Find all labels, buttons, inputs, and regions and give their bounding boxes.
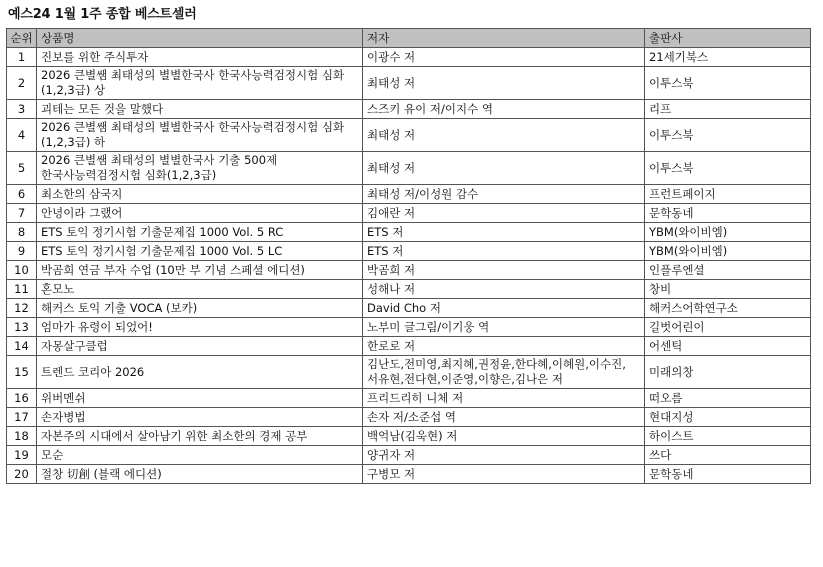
publisher-cell: YBM(와이비엠)	[645, 223, 811, 242]
rank-cell: 7	[7, 204, 37, 223]
publisher-cell: 해커스어학연구소	[645, 299, 811, 318]
title-cell: ETS 토익 정기시험 기출문제집 1000 Vol. 5 LC	[37, 242, 363, 261]
author-cell: 이광수 저	[363, 48, 645, 67]
publisher-cell: 21세기북스	[645, 48, 811, 67]
rank-cell: 8	[7, 223, 37, 242]
rank-cell: 5	[7, 152, 37, 185]
table-row	[7, 152, 811, 185]
author-cell: 양귀자 저	[363, 446, 645, 465]
rank-cell: 11	[7, 280, 37, 299]
author-cell: 성해나 저	[363, 280, 645, 299]
table-row	[7, 427, 811, 446]
author-cell: 스즈키 유이 저/이지수 역	[363, 100, 645, 119]
header-row	[7, 29, 811, 48]
table-row	[7, 48, 811, 67]
publisher-cell: 이투스북	[645, 67, 811, 100]
author-cell: 최태성 저	[363, 152, 645, 185]
table-row	[7, 389, 811, 408]
rank-cell: 15	[7, 356, 37, 389]
column-header-author: 저자	[363, 29, 645, 48]
table-row	[7, 261, 811, 280]
author-cell: 구병모 저	[363, 465, 645, 484]
publisher-cell: 어센틱	[645, 337, 811, 356]
title-cell: 해커스 토익 기출 VOCA (보카)	[37, 299, 363, 318]
publisher-cell: 프런트페이지	[645, 185, 811, 204]
title-cell: 자몽살구클럽	[37, 337, 363, 356]
title-cell: 엄마가 유령이 되었어!	[37, 318, 363, 337]
publisher-cell: 길벗어린이	[645, 318, 811, 337]
table-row	[7, 185, 811, 204]
table-row	[7, 100, 811, 119]
publisher-cell: 이투스북	[645, 119, 811, 152]
table-row	[7, 242, 811, 261]
publisher-cell: 이투스북	[645, 152, 811, 185]
rank-cell: 12	[7, 299, 37, 318]
author-cell: 김난도,전미영,최지혜,권정윤,한다혜,이혜원,이수진,서유현,전다현,이준영,이향은,김나은 저	[363, 356, 645, 389]
title-cell: 2026 큰별쌤 최태성의 별별한국사 한국사능력검정시험 심화(1,2,3급) 하	[37, 119, 363, 152]
author-cell: 최태성 저/이성원 감수	[363, 185, 645, 204]
author-cell: 김애란 저	[363, 204, 645, 223]
publisher-cell: 하이스트	[645, 427, 811, 446]
rank-cell: 18	[7, 427, 37, 446]
publisher-cell: 문학동네	[645, 465, 811, 484]
publisher-cell: 떠오름	[645, 389, 811, 408]
author-cell: 프리드리히 니체 저	[363, 389, 645, 408]
title-cell: 괴테는 모든 것을 말했다	[37, 100, 363, 119]
publisher-cell: YBM(와이비엠)	[645, 242, 811, 261]
rank-cell: 13	[7, 318, 37, 337]
publisher-cell: 쓰다	[645, 446, 811, 465]
author-cell: 최태성 저	[363, 119, 645, 152]
title-cell: ETS 토익 정기시험 기출문제집 1000 Vol. 5 RC	[37, 223, 363, 242]
page-title: 예스24 1월 1주 종합 베스트셀러	[8, 7, 197, 22]
title-cell: 안녕이라 그랬어	[37, 204, 363, 223]
rank-cell: 14	[7, 337, 37, 356]
table-row	[7, 318, 811, 337]
title-cell: 손자병법	[37, 408, 363, 427]
column-header-publisher: 출판사	[645, 29, 811, 48]
title-cell: 위버멘쉬	[37, 389, 363, 408]
column-header-title: 상품명	[37, 29, 363, 48]
author-cell: 노부미 글그림/이기웅 역	[363, 318, 645, 337]
title-cell: 2026 큰별쌤 최태성의 별별한국사 기출 500제 한국사능력검정시험 심화(1,2,3급)	[37, 152, 363, 185]
rank-cell: 10	[7, 261, 37, 280]
author-cell: ETS 저	[363, 223, 645, 242]
title-cell: 최소한의 삼국지	[37, 185, 363, 204]
title-cell: 혼모노	[37, 280, 363, 299]
publisher-cell: 미래의창	[645, 356, 811, 389]
publisher-cell: 리프	[645, 100, 811, 119]
table-row	[7, 299, 811, 318]
table-row	[7, 465, 811, 484]
table-row	[7, 356, 811, 389]
author-cell: ETS 저	[363, 242, 645, 261]
author-cell: 손자 저/소준섭 역	[363, 408, 645, 427]
rank-cell: 3	[7, 100, 37, 119]
title-cell: 진보를 위한 주식투자	[37, 48, 363, 67]
rank-cell: 1	[7, 48, 37, 67]
table-body	[7, 48, 811, 484]
bestseller-table	[6, 28, 811, 484]
title-cell: 트렌드 코리아 2026	[37, 356, 363, 389]
publisher-cell: 인플루엔셜	[645, 261, 811, 280]
rank-cell: 16	[7, 389, 37, 408]
author-cell: 박곰희 저	[363, 261, 645, 280]
title-cell: 2026 큰별쌤 최태성의 별별한국사 한국사능력검정시험 심화(1,2,3급) 상	[37, 67, 363, 100]
table-row	[7, 67, 811, 100]
author-cell: 백억남(김욱현) 저	[363, 427, 645, 446]
rank-cell: 4	[7, 119, 37, 152]
rank-cell: 19	[7, 446, 37, 465]
column-header-rank: 순위	[7, 29, 37, 48]
publisher-cell: 현대지성	[645, 408, 811, 427]
table-row	[7, 337, 811, 356]
publisher-cell: 창비	[645, 280, 811, 299]
rank-cell: 6	[7, 185, 37, 204]
table-row	[7, 223, 811, 242]
title-cell: 모순	[37, 446, 363, 465]
rank-cell: 20	[7, 465, 37, 484]
table-row	[7, 280, 811, 299]
table-row	[7, 446, 811, 465]
title-cell: 박곰희 연금 부자 수업 (10만 부 기념 스페셜 에디션)	[37, 261, 363, 280]
rank-cell: 17	[7, 408, 37, 427]
title-cell: 자본주의 시대에서 살아남기 위한 최소한의 경제 공부	[37, 427, 363, 446]
author-cell: 한로로 저	[363, 337, 645, 356]
table-row	[7, 119, 811, 152]
publisher-cell: 문학동네	[645, 204, 811, 223]
author-cell: 최태성 저	[363, 67, 645, 100]
table-row	[7, 204, 811, 223]
table-row	[7, 408, 811, 427]
rank-cell: 2	[7, 67, 37, 100]
title-cell: 절창 切創 (블랙 에디션)	[37, 465, 363, 484]
rank-cell: 9	[7, 242, 37, 261]
author-cell: David Cho 저	[363, 299, 645, 318]
